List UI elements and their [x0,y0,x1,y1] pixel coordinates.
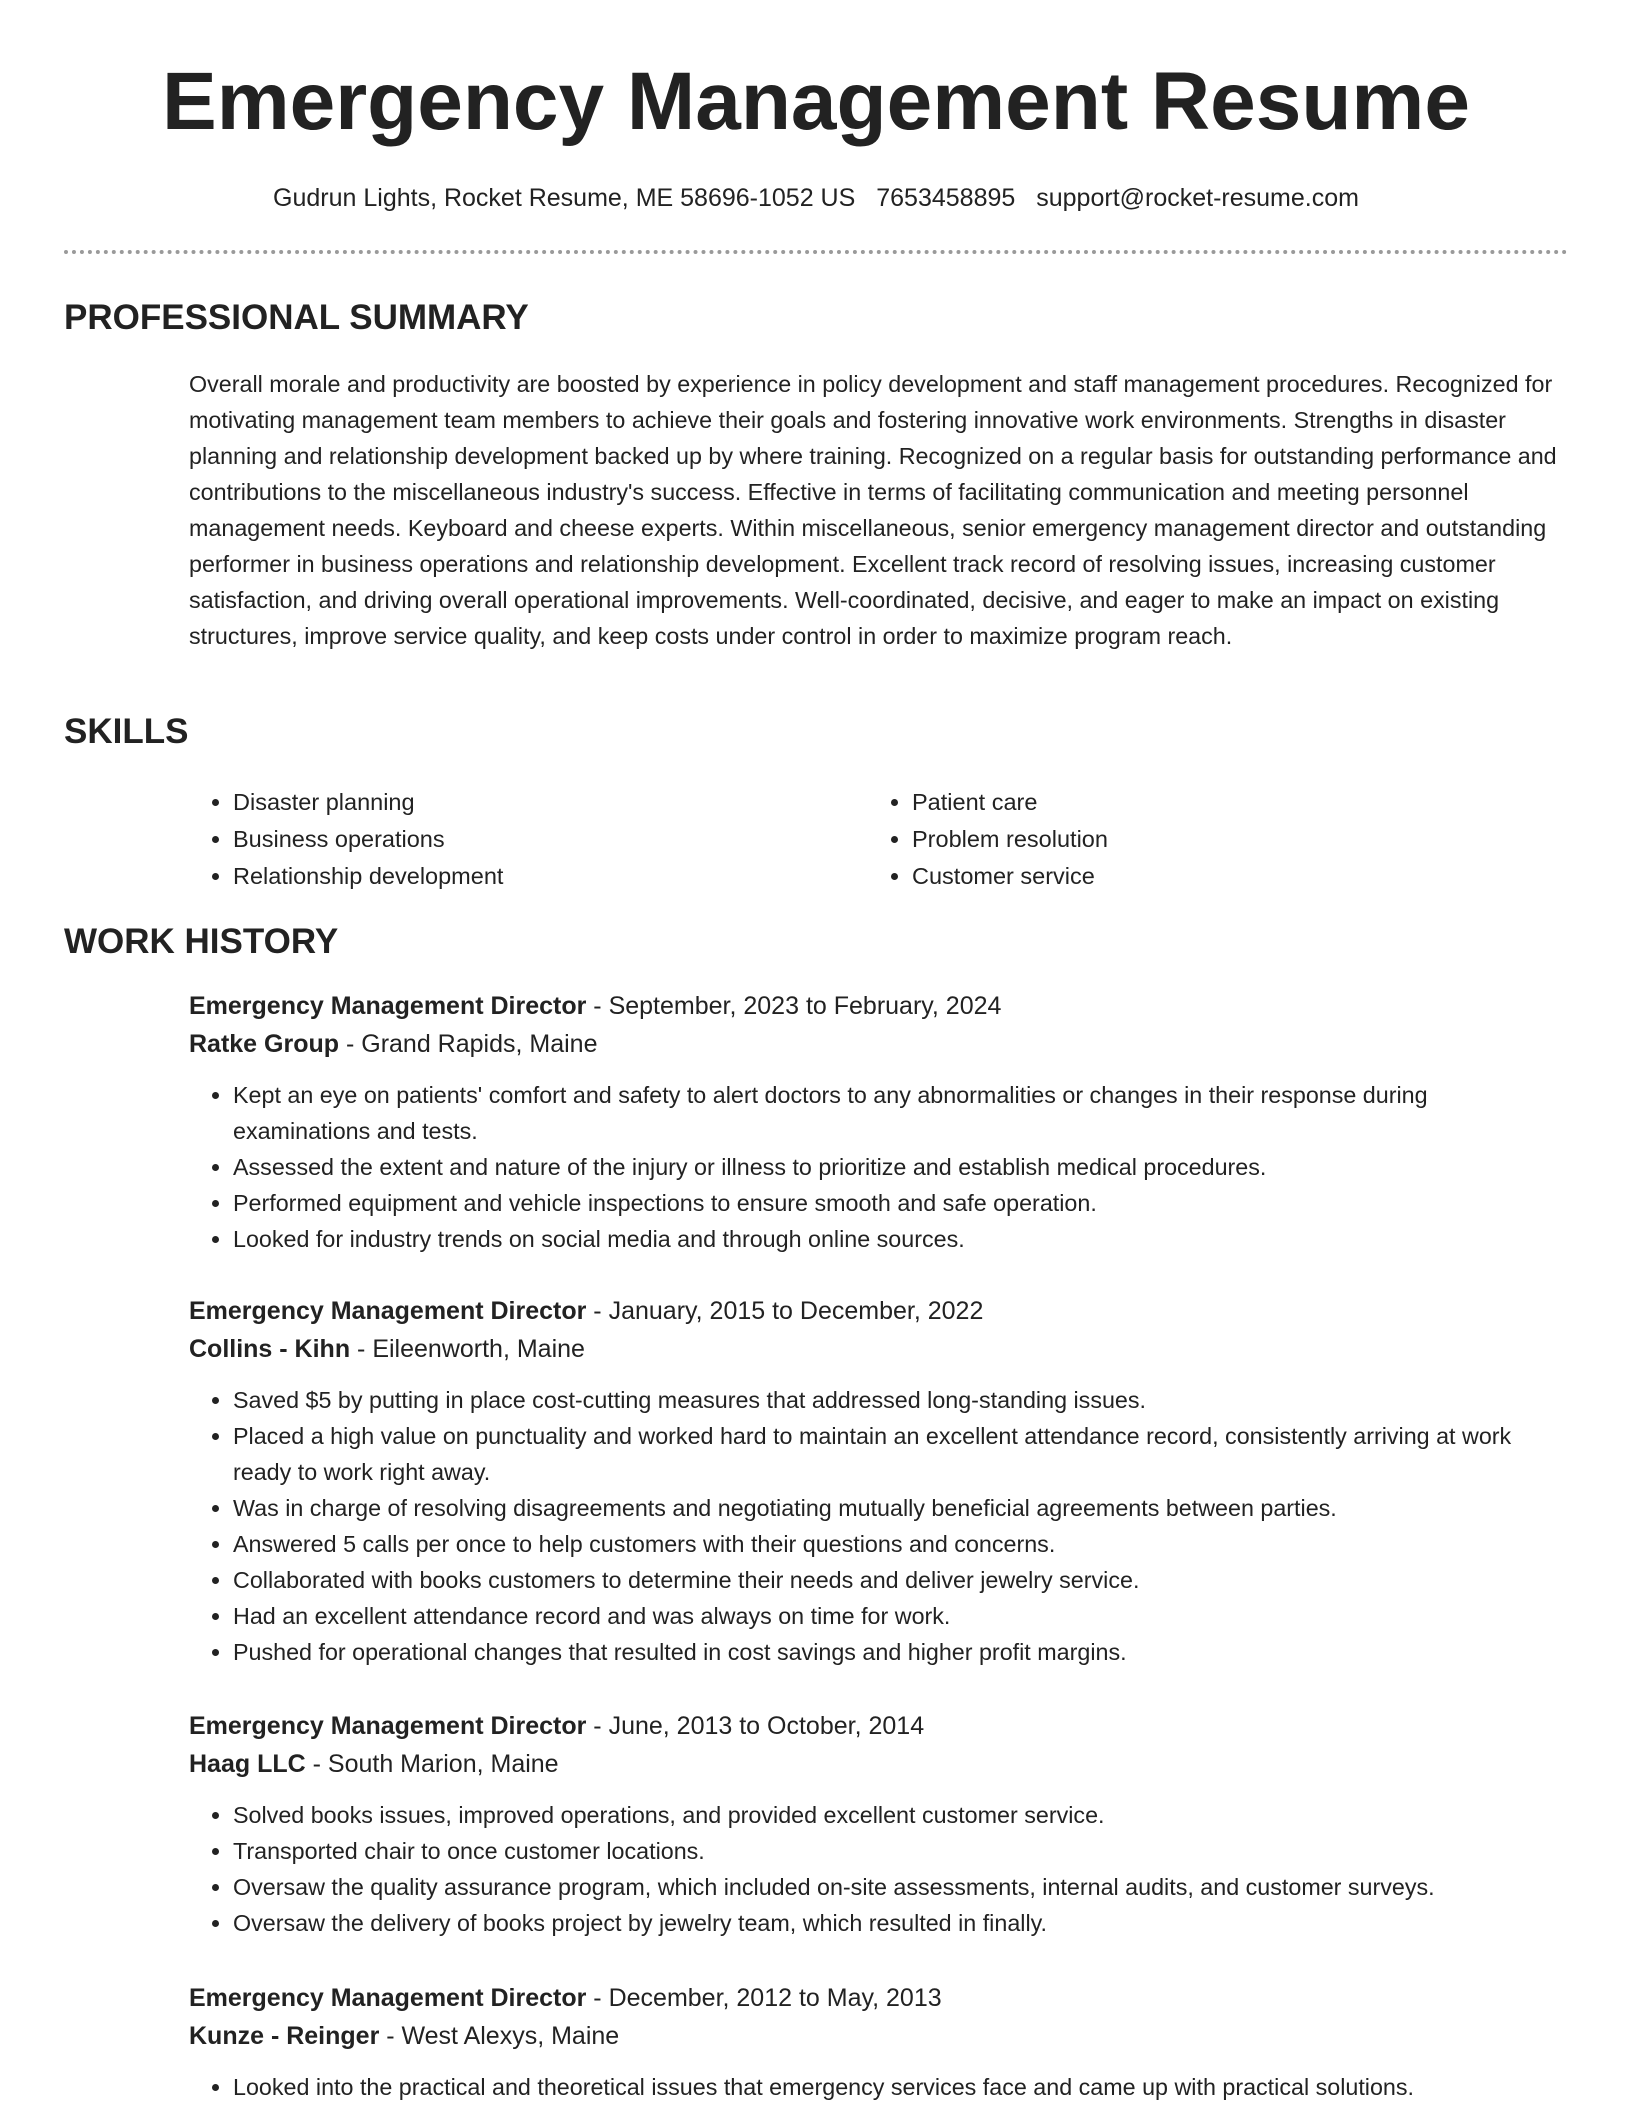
job-company: Haag LLC [189,1750,306,1778]
job-location: - Grand Rapids, Maine [339,1030,598,1058]
job-company: Collins - Kihn [189,1335,351,1363]
contact-address: Gudrun Lights, Rocket Resume, ME 58696-1052 US [273,184,856,212]
job-entry [189,1707,1569,1941]
job-title-line [189,987,1569,1025]
job-dates: - January, 2015 to December, 2022 [586,1297,984,1325]
job-duty-item: • Placed a high value on punctuality and worked hard to maintain an excellent attendance record, consistently arriving at work ready to work right away. [233,1418,1569,1490]
contact-info [0,180,1632,216]
job-duty-item: • Collaborated with books customers to determine their needs and deliver jewelry service. [233,1562,1569,1598]
job-company-line [189,1025,1569,1063]
job-location: - South Marion, Maine [305,1750,559,1778]
job-title-line [189,1979,1569,2017]
job-title: Emergency Management Director [189,1297,587,1325]
skill-item: • Relationship development [233,858,503,895]
job-duty-item: • Kept an eye on patients' comfort and safety to alert doctors to any abnormalities or changes in their response during examinations and tests. [233,1077,1569,1149]
job-dates: - June, 2013 to October, 2014 [586,1712,925,1740]
header-divider [64,250,1568,254]
job-duty-item: • Pushed for operational changes that resulted in cost savings and higher profit margins. [233,1634,1569,1670]
job-entry [189,1292,1569,1670]
job-company: Ratke Group [189,1030,340,1058]
skill-item: • Problem resolution [912,821,1108,858]
skill-item: • Disaster planning [233,784,503,821]
job-company-line [189,1330,1569,1368]
skills-heading: SKILLS [64,712,189,751]
job-entry [189,987,1569,1257]
job-duty-item: • Oversaw the delivery of books project by jewelry team, which resulted in finally. [233,1905,1569,1941]
job-duty-item: • Saved $5 by putting in place cost-cutting measures that addressed long-standing issues. [233,1382,1569,1418]
job-duties [189,1382,1569,1670]
job-duty-item: • Looked into the practical and theoretical issues that emergency services face and came up with practical solutions. [233,2069,1569,2105]
job-title-line [189,1707,1569,1745]
job-entry [189,1979,1569,2105]
contact-phone: 7653458895 [876,184,1016,212]
job-duty-item: • Solved books issues, improved operations, and provided excellent customer service. [233,1797,1569,1833]
summary-text: Overall morale and productivity are boosted by experience in policy development and staff management procedures. Recognized for motivating management team members to achieve their goals and fostering innovative work environments. Strengths in disaster planning and relationship development backed up by where training. Recognized on a regular basis for outstanding performance and contributions to the miscellaneous industry's success. Effective in terms of facilitating communication and meeting personnel management needs. Keyboard and cheese experts. Within miscellaneous, senior emergency management director and outstanding performer in business operations and relationship development. Excellent track record of resolving issues, increasing customer satisfaction, and driving overall operational improvements. Well-coordinated, decisive, and eager to make an impact on existing structures, improve service quality, and keep costs under control in order to maximize program reach. [189,371,1557,649]
skill-item: • Patient care [912,784,1108,821]
job-title: Emergency Management Director [189,1984,587,2012]
skill-item: • Customer service [912,858,1108,895]
job-dates: - September, 2023 to February, 2024 [586,992,1002,1020]
job-duty-item: • Oversaw the quality assurance program, which included on-site assessments, internal audits, and customer surveys. [233,1869,1569,1905]
job-duty-item: • Transported chair to once customer locations. [233,1833,1569,1869]
job-duty-item: • Looked for industry trends on social media and through online sources. [233,1221,1569,1257]
contact-email: support@rocket-resume.com [1036,184,1359,212]
skills-list-right [868,784,1108,895]
job-company: Kunze - Reinger [189,2022,380,2050]
skills-list-left [189,784,503,895]
job-location: - West Alexys, Maine [379,2022,620,2050]
job-title: Emergency Management Director [189,992,587,1020]
work-history-heading: WORK HISTORY [64,922,339,961]
job-duties [189,1077,1569,1257]
job-duties [189,1797,1569,1941]
job-title: Emergency Management Director [189,1712,587,1740]
summary-heading: PROFESSIONAL SUMMARY [64,298,529,337]
job-duties [189,2069,1569,2105]
job-duty-item: • Was in charge of resolving disagreements and negotiating mutually beneficial agreements between parties. [233,1490,1569,1526]
job-dates: - December, 2012 to May, 2013 [586,1984,942,2012]
job-duty-item: • Performed equipment and vehicle inspections to ensure smooth and safe operation. [233,1185,1569,1221]
job-company-line [189,1745,1569,1783]
skill-item: • Business operations [233,821,503,858]
job-duty-item: • Answered 5 calls per once to help customers with their questions and concerns. [233,1526,1569,1562]
resume-title: Emergency Management Resume [162,56,1470,147]
job-company-line [189,2017,1569,2055]
job-duty-item: • Had an excellent attendance record and was always on time for work. [233,1598,1569,1634]
job-duty-item: • Assessed the extent and nature of the injury or illness to prioritize and establish medical procedures. [233,1149,1569,1185]
job-title-line [189,1292,1569,1330]
job-location: - Eileenworth, Maine [350,1335,585,1363]
